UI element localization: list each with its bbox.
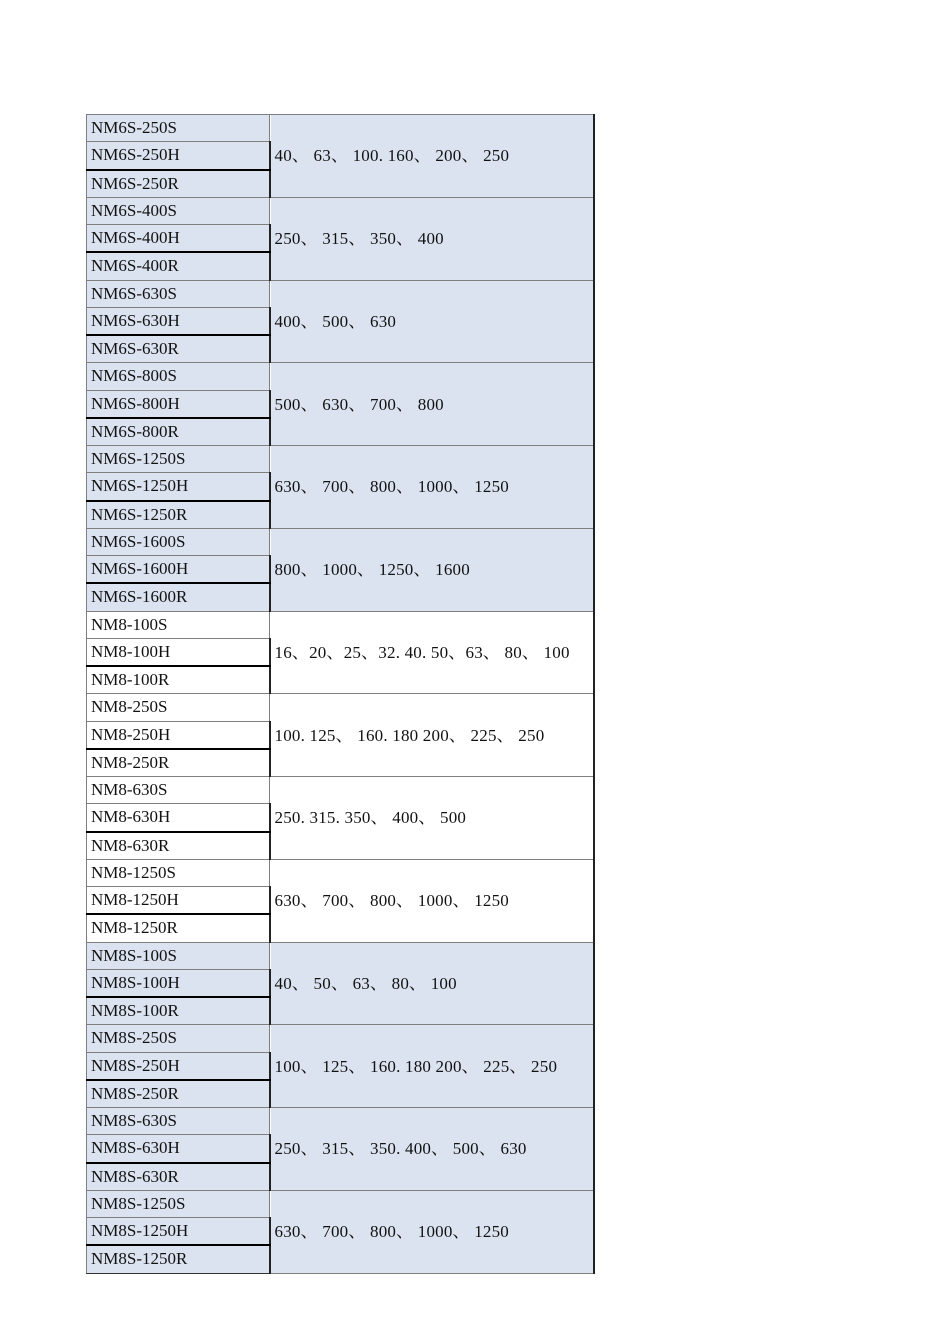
model-cell: NM8-630S	[87, 777, 270, 804]
model-cell: NM8S-630H	[87, 1135, 270, 1163]
model-cell: NM6S-1600R	[87, 583, 270, 611]
model-cell: NM6S-630R	[87, 335, 270, 363]
rated-current-cell: 250. 315. 350、 400、 500	[270, 777, 594, 860]
model-cell: NM8S-630S	[87, 1108, 270, 1135]
model-cell: NM6S-400H	[87, 225, 270, 253]
model-cell: NM6S-1600S	[87, 528, 270, 555]
model-cell: NM6S-1250S	[87, 446, 270, 473]
model-cell: NM6S-800S	[87, 363, 270, 390]
table-row	[87, 942, 594, 969]
table-row	[87, 280, 594, 307]
model-cell: NM8-100S	[87, 611, 270, 638]
table-row	[87, 528, 594, 555]
model-cell: NM8-1250S	[87, 859, 270, 886]
model-cell: NM8-1250H	[87, 887, 270, 915]
model-cell: NM8-630R	[87, 832, 270, 860]
model-cell: NM6S-250S	[87, 115, 270, 142]
model-cell: NM6S-800H	[87, 390, 270, 418]
rated-current-cell: 250、 315、 350. 400、 500、 630	[270, 1108, 594, 1191]
table-row	[87, 197, 594, 224]
table-row	[87, 446, 594, 473]
rated-current-cell: 100、 125、 160. 180 200、 225、 250	[270, 1025, 594, 1108]
rated-current-cell: 800、 1000、 1250、 1600	[270, 528, 594, 611]
model-cell: NM6S-400R	[87, 252, 270, 280]
rated-current-cell: 16、20、25、32. 40. 50、63、 80、 100	[270, 611, 594, 694]
rated-current-cell: 250、 315、 350、 400	[270, 197, 594, 280]
model-cell: NM8S-100H	[87, 969, 270, 997]
table-row	[87, 115, 594, 142]
model-cell: NM8S-250R	[87, 1080, 270, 1108]
rated-current-cell: 500、 630、 700、 800	[270, 363, 594, 446]
model-cell: NM8-100H	[87, 638, 270, 666]
rated-current-cell: 100. 125、 160. 180 200、 225、 250	[270, 694, 594, 777]
table-row	[87, 694, 594, 721]
model-cell: NM8-250S	[87, 694, 270, 721]
model-cell: NM6S-800R	[87, 418, 270, 446]
model-cell: NM6S-1250R	[87, 501, 270, 529]
model-cell: NM6S-250H	[87, 142, 270, 170]
model-cell: NM8S-100R	[87, 997, 270, 1025]
model-cell: NM8S-1250R	[87, 1245, 270, 1273]
model-cell: NM8S-1250S	[87, 1190, 270, 1217]
model-cell: NM6S-400S	[87, 197, 270, 224]
model-cell: NM6S-630S	[87, 280, 270, 307]
rated-current-cell: 630、 700、 800、 1000、 1250	[270, 859, 594, 942]
table-row	[87, 859, 594, 886]
rated-current-cell: 400、 500、 630	[270, 280, 594, 363]
rated-current-cell: 40、 63、 100. 160、 200、 250	[270, 115, 594, 198]
model-cell: NM8-1250R	[87, 914, 270, 942]
breaker-spec-table	[86, 114, 595, 1274]
model-cell: NM6S-1250H	[87, 473, 270, 501]
table-row	[87, 777, 594, 804]
table-row	[87, 1025, 594, 1052]
model-cell: NM8-250R	[87, 749, 270, 777]
model-cell: NM6S-630H	[87, 307, 270, 335]
table-row	[87, 1190, 594, 1217]
rated-current-cell: 630、 700、 800、 1000、 1250	[270, 446, 594, 529]
model-cell: NM6S-1600H	[87, 556, 270, 584]
rated-current-cell: 40、 50、 63、 80、 100	[270, 942, 594, 1025]
model-cell: NM8S-100S	[87, 942, 270, 969]
model-cell: NM8S-1250H	[87, 1218, 270, 1246]
model-cell: NM8-630H	[87, 804, 270, 832]
spec-table-body	[87, 115, 594, 1274]
model-cell: NM8S-250H	[87, 1052, 270, 1080]
table-row	[87, 611, 594, 638]
table-row	[87, 1108, 594, 1135]
model-cell: NM8S-630R	[87, 1163, 270, 1191]
table-row	[87, 363, 594, 390]
model-cell: NM8S-250S	[87, 1025, 270, 1052]
model-cell: NM6S-250R	[87, 170, 270, 198]
model-cell: NM8-250H	[87, 721, 270, 749]
model-cell: NM8-100R	[87, 666, 270, 694]
rated-current-cell: 630、 700、 800、 1000、 1250	[270, 1190, 594, 1273]
